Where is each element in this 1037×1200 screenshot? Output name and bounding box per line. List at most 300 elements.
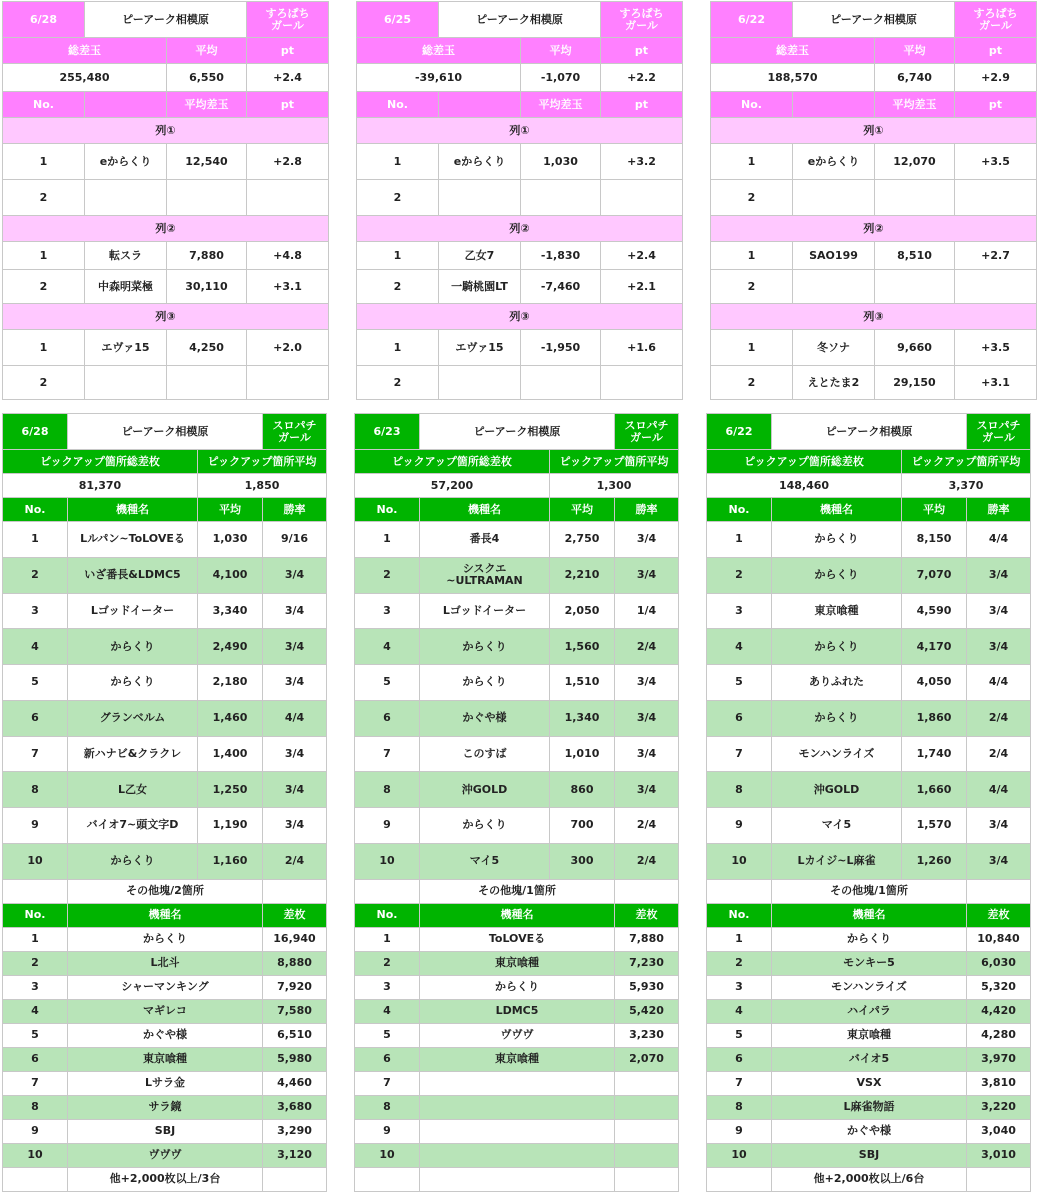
row-number: 8 [707, 1095, 772, 1119]
pt-value [247, 180, 329, 216]
total-header: 総差玉 [357, 38, 521, 64]
summary-header-row [3, 38, 329, 64]
group-label: 列① [711, 118, 1037, 144]
win-rate-value: 3/4 [967, 629, 1031, 665]
row-number: 1 [355, 522, 420, 558]
date-label: 6/22 [707, 414, 772, 450]
blank-cell [355, 1167, 420, 1191]
win-rate-value: 3/4 [615, 700, 679, 736]
table-row [707, 951, 1031, 975]
machine-name: モンハンライズ [772, 736, 902, 772]
row-number: 2 [707, 951, 772, 975]
badge-label: すろぱち ガール [247, 2, 329, 38]
blank-header [85, 92, 167, 118]
table-row [3, 270, 329, 304]
machine-name: eからくり [85, 144, 167, 180]
total-header: 総差玉 [3, 38, 167, 64]
pickup-header-row [355, 450, 679, 474]
win-rate-value: 3/4 [615, 557, 679, 593]
table-row [3, 242, 329, 270]
row-number: 2 [357, 270, 439, 304]
total-header: 総差玉 [711, 38, 875, 64]
row-number: 2 [3, 366, 85, 400]
pt-value: +3.2 [601, 144, 683, 180]
row-number: 8 [707, 772, 772, 808]
row-number: 6 [707, 700, 772, 736]
row-number: 1 [3, 522, 68, 558]
table-row [355, 665, 679, 701]
row-number: 5 [355, 1023, 420, 1047]
row-number: 7 [707, 1071, 772, 1095]
pickup-avg-value: 1,300 [550, 474, 679, 498]
blank-cell [615, 879, 679, 903]
machine-name: からくり [772, 700, 902, 736]
table-row [355, 557, 679, 593]
machine-name: からくり [772, 557, 902, 593]
avg-value: 1,010 [550, 736, 615, 772]
row-number: 3 [3, 975, 68, 999]
avg-diff-header: 平均差玉 [521, 92, 601, 118]
store-name: ピーアーク相模原 [439, 2, 601, 38]
pt-header: pt [247, 38, 329, 64]
row-number: 1 [711, 242, 793, 270]
date-label: 6/28 [3, 414, 68, 450]
table-row [707, 593, 1031, 629]
machine-name: 冬ソナ [793, 330, 875, 366]
avg-value: 1,510 [550, 665, 615, 701]
row-number: 6 [3, 1047, 68, 1071]
table-row [3, 1143, 327, 1167]
pt-value: +1.6 [601, 330, 683, 366]
machine-name: モンハンライズ [772, 975, 967, 999]
pt-value: +2.2 [601, 64, 683, 92]
pickup-avg-value: 3,370 [902, 474, 1031, 498]
pt-value: +3.5 [955, 330, 1037, 366]
table-row [355, 927, 679, 951]
pt-value: +2.1 [601, 270, 683, 304]
pt-value: +3.1 [247, 270, 329, 304]
win-rate-value: 2/4 [967, 700, 1031, 736]
group-label: 列③ [711, 304, 1037, 330]
diff-value: 3,010 [967, 1143, 1031, 1167]
date-label: 6/25 [357, 2, 439, 38]
avg-value: 8,150 [902, 522, 967, 558]
table-row [3, 330, 329, 366]
blank-cell [967, 879, 1031, 903]
avg-diff-value [875, 270, 955, 304]
machine-name: 転スラ [85, 242, 167, 270]
row-number: 1 [3, 927, 68, 951]
win-rate-header: 勝率 [263, 498, 327, 522]
blank-cell [355, 879, 420, 903]
no-header: No. [3, 903, 68, 927]
row-number: 9 [707, 1119, 772, 1143]
list-header-row [357, 92, 683, 118]
no-header: No. [711, 92, 793, 118]
row-number: 3 [3, 593, 68, 629]
avg-value: 1,160 [198, 843, 263, 879]
table-row [707, 772, 1031, 808]
diff-value: 3,230 [615, 1023, 679, 1047]
group-label: 列③ [3, 304, 329, 330]
diff-value: 10,840 [967, 927, 1031, 951]
table-row [707, 665, 1031, 701]
machine-name [420, 1071, 615, 1095]
row-number: 10 [355, 1143, 420, 1167]
machine-name: Lカイジ~L麻雀 [772, 843, 902, 879]
header-row [707, 414, 1031, 450]
no-header: No. [355, 903, 420, 927]
list-header-row [3, 498, 327, 522]
other-group-label: その他塊/1箇所 [420, 879, 615, 903]
row-number: 9 [355, 1119, 420, 1143]
avg-diff-value: 30,110 [167, 270, 247, 304]
other-row [707, 879, 1031, 903]
machine-name: eからくり [793, 144, 875, 180]
win-rate-value: 3/4 [263, 557, 327, 593]
diff-value: 3,290 [263, 1119, 327, 1143]
pt-value: +3.1 [955, 366, 1037, 400]
pt-value [955, 270, 1037, 304]
table-row [711, 242, 1037, 270]
machine-name: からくり [420, 975, 615, 999]
group-label: 列① [357, 118, 683, 144]
row-number: 1 [357, 330, 439, 366]
machine-name: かぐや様 [68, 1023, 263, 1047]
table-row [357, 366, 683, 400]
row-number: 2 [357, 180, 439, 216]
avg-diff-value: 4,250 [167, 330, 247, 366]
win-rate-value: 3/4 [967, 593, 1031, 629]
summary-row [711, 64, 1037, 92]
row-number: 10 [707, 1143, 772, 1167]
table-row [357, 242, 683, 270]
avg-value: 1,250 [198, 772, 263, 808]
table-row [355, 1047, 679, 1071]
table-row [707, 629, 1031, 665]
group-label-row [3, 216, 329, 242]
avg-value: 1,560 [550, 629, 615, 665]
row-number: 10 [3, 843, 68, 879]
group-label-row [357, 304, 683, 330]
row-number: 9 [3, 808, 68, 844]
blank-cell [967, 1167, 1031, 1191]
row-number: 2 [711, 270, 793, 304]
machine-name: ありふれた [772, 665, 902, 701]
table-row [355, 1143, 679, 1167]
win-rate-value: 3/4 [615, 665, 679, 701]
table-row [3, 772, 327, 808]
machine-name: からくり [420, 665, 550, 701]
pt-value [601, 180, 683, 216]
avg-header: 平均 [198, 498, 263, 522]
diff-value: 8,880 [263, 951, 327, 975]
win-rate-value: 4/4 [967, 772, 1031, 808]
date-label: 6/22 [711, 2, 793, 38]
machine-name: いざ番長&LDMC5 [68, 557, 198, 593]
row-number: 1 [3, 330, 85, 366]
avg-value: 1,260 [902, 843, 967, 879]
no-header: No. [3, 498, 68, 522]
machine-name: からくり [420, 629, 550, 665]
avg-value: 4,050 [902, 665, 967, 701]
machine-name: からくり [68, 629, 198, 665]
footer-row [355, 1167, 679, 1191]
machine-name: モンキー5 [772, 951, 967, 975]
avg-diff-value [167, 366, 247, 400]
pickup-header-row [707, 450, 1031, 474]
avg-value: 300 [550, 843, 615, 879]
table-row [707, 808, 1031, 844]
table-row [3, 1095, 327, 1119]
table-row [3, 975, 327, 999]
store-name: ピーアーク相模原 [772, 414, 967, 450]
table-row [707, 700, 1031, 736]
other-group-label: その他塊/2箇所 [68, 879, 263, 903]
win-rate-value: 3/4 [263, 665, 327, 701]
win-rate-value: 3/4 [615, 772, 679, 808]
group-label-row [711, 216, 1037, 242]
table-row [707, 1095, 1031, 1119]
row-number: 2 [711, 180, 793, 216]
diff-value: 7,230 [615, 951, 679, 975]
table-row [711, 180, 1037, 216]
row-number: 5 [707, 665, 772, 701]
avg-header: 平均 [167, 38, 247, 64]
summary-row [3, 64, 329, 92]
avg-header: 平均 [875, 38, 955, 64]
table-row [355, 1071, 679, 1095]
win-rate-value: 2/4 [615, 843, 679, 879]
table-row [3, 999, 327, 1023]
win-rate-value: 3/4 [615, 522, 679, 558]
table-row [3, 808, 327, 844]
row-number: 2 [355, 557, 420, 593]
win-rate-value: 3/4 [967, 557, 1031, 593]
win-rate-value: 3/4 [263, 772, 327, 808]
pachinko-table-6-25 [356, 1, 683, 400]
row-number: 4 [707, 629, 772, 665]
row-number: 7 [3, 736, 68, 772]
diff-value: 4,420 [967, 999, 1031, 1023]
row-number: 1 [3, 144, 85, 180]
diff-value: 3,220 [967, 1095, 1031, 1119]
avg-diff-header: 平均差玉 [875, 92, 955, 118]
diff-value: 16,940 [263, 927, 327, 951]
machine-name: Lゴッドイーター [68, 593, 198, 629]
win-rate-header: 勝率 [967, 498, 1031, 522]
win-rate-value: 2/4 [967, 736, 1031, 772]
machine-name: このすば [420, 736, 550, 772]
avg-value: 1,400 [198, 736, 263, 772]
avg-value: 6,740 [875, 64, 955, 92]
machine-name [85, 366, 167, 400]
machine-name: 番長4 [420, 522, 550, 558]
pickup-avg-header: ピックアップ箇所平均 [902, 450, 1031, 474]
footer-row [707, 1167, 1031, 1191]
store-name: ピーアーク相模原 [85, 2, 247, 38]
machine-name: ハイパラ [772, 999, 967, 1023]
win-rate-value: 3/4 [263, 629, 327, 665]
other-group-label: その他塊/1箇所 [772, 879, 967, 903]
diff-value: 5,980 [263, 1047, 327, 1071]
blank-header [793, 92, 875, 118]
avg-value: 1,460 [198, 700, 263, 736]
machine-name: マギレコ [68, 999, 263, 1023]
machine-name [420, 1119, 615, 1143]
avg-diff-value: 8,510 [875, 242, 955, 270]
machine-name: エヴァ15 [439, 330, 521, 366]
machine-name-header: 機種名 [772, 498, 902, 522]
pt-header: pt [601, 38, 683, 64]
win-rate-header: 勝率 [615, 498, 679, 522]
machine-name: 東京喰種 [772, 1023, 967, 1047]
win-rate-value: 4/4 [967, 522, 1031, 558]
avg-value: 1,660 [902, 772, 967, 808]
row-number: 6 [707, 1047, 772, 1071]
machine-name: 乙女7 [439, 242, 521, 270]
avg-diff-value: 12,070 [875, 144, 955, 180]
machine-name: バイオ5 [772, 1047, 967, 1071]
diff-value: 4,460 [263, 1071, 327, 1095]
machine-name: 沖GOLD [420, 772, 550, 808]
avg-value: 700 [550, 808, 615, 844]
win-rate-value: 2/4 [615, 629, 679, 665]
diff-value [615, 1143, 679, 1167]
machine-name: 沖GOLD [772, 772, 902, 808]
footer-note [420, 1167, 615, 1191]
blank-cell [615, 1167, 679, 1191]
table-row [3, 736, 327, 772]
store-name: ピーアーク相模原 [793, 2, 955, 38]
total-value: 188,570 [711, 64, 875, 92]
badge-label: スロパチ ガール [615, 414, 679, 450]
avg-diff-value: 12,540 [167, 144, 247, 180]
avg-value: 3,340 [198, 593, 263, 629]
diff-value: 5,930 [615, 975, 679, 999]
avg-value: 6,550 [167, 64, 247, 92]
table-row [355, 999, 679, 1023]
row-number: 5 [355, 665, 420, 701]
table-row [355, 975, 679, 999]
row-number: 1 [355, 927, 420, 951]
row-number: 1 [357, 144, 439, 180]
table-row [707, 522, 1031, 558]
pt-value [601, 366, 683, 400]
blank-header [439, 92, 521, 118]
table-row [711, 366, 1037, 400]
pt-value: +2.4 [601, 242, 683, 270]
row-number: 8 [3, 1095, 68, 1119]
machine-name: LDMC5 [420, 999, 615, 1023]
table-row [355, 808, 679, 844]
other-row [3, 879, 327, 903]
table-row [711, 330, 1037, 366]
pickup-summary-row [355, 474, 679, 498]
table-row [355, 593, 679, 629]
win-rate-value: 2/4 [615, 808, 679, 844]
machine-name: かぐや様 [420, 700, 550, 736]
pickup-avg-value: 1,850 [198, 474, 327, 498]
machine-name: バイオ7~頭文字D [68, 808, 198, 844]
table-row [3, 366, 329, 400]
machine-name: Lサラ金 [68, 1071, 263, 1095]
machine-name: 東京喰種 [68, 1047, 263, 1071]
win-rate-value: 3/4 [263, 736, 327, 772]
summary-row [357, 64, 683, 92]
table-row [355, 1095, 679, 1119]
table-row [355, 700, 679, 736]
diff-value: 6,510 [263, 1023, 327, 1047]
badge-label: すろぱち ガール [955, 2, 1037, 38]
win-rate-value: 3/4 [615, 736, 679, 772]
row-number: 8 [355, 1095, 420, 1119]
row-number: 2 [3, 557, 68, 593]
avg-value: 1,340 [550, 700, 615, 736]
machine-name: シスクエ ~ULTRAMAN [420, 557, 550, 593]
row-number: 7 [707, 736, 772, 772]
total-value: -39,610 [357, 64, 521, 92]
machine-name: からくり [68, 843, 198, 879]
machine-name [85, 180, 167, 216]
row-number: 2 [707, 557, 772, 593]
table-row [707, 843, 1031, 879]
group-label-row [711, 304, 1037, 330]
machine-name: VSX [772, 1071, 967, 1095]
machine-name-header: 機種名 [68, 498, 198, 522]
machine-name-header: 機種名 [68, 903, 263, 927]
machine-name: からくり [68, 927, 263, 951]
table-row [3, 629, 327, 665]
machine-name [420, 1143, 615, 1167]
machine-name: 東京喰種 [772, 593, 902, 629]
machine-name-header: 機種名 [772, 903, 967, 927]
footer-note: 他+2,000枚以上/3台 [68, 1167, 263, 1191]
machine-name: マイ5 [772, 808, 902, 844]
pt-value [247, 366, 329, 400]
pickup-total-header: ピックアップ箇所総差枚 [707, 450, 902, 474]
avg-value: 4,590 [902, 593, 967, 629]
header-row [711, 2, 1037, 38]
table-row [357, 270, 683, 304]
no-header: No. [357, 92, 439, 118]
ranking-header-row [355, 903, 679, 927]
win-rate-value: 3/4 [967, 808, 1031, 844]
row-number: 3 [707, 593, 772, 629]
no-header: No. [355, 498, 420, 522]
avg-value: 1,190 [198, 808, 263, 844]
footer-note: 他+2,000枚以上/6台 [772, 1167, 967, 1191]
machine-name: SBJ [772, 1143, 967, 1167]
machine-name: 東京喰種 [420, 951, 615, 975]
table-row [3, 665, 327, 701]
machine-name: 新ハナビ&クラクレ [68, 736, 198, 772]
machine-name: からくり [68, 665, 198, 701]
row-number: 6 [3, 700, 68, 736]
group-label: 列① [3, 118, 329, 144]
table-row [355, 843, 679, 879]
win-rate-value: 3/4 [263, 593, 327, 629]
avg-value: 2,490 [198, 629, 263, 665]
no-header: No. [707, 903, 772, 927]
badge-label: スロパチ ガール [967, 414, 1031, 450]
table-row [3, 557, 327, 593]
table-row [355, 736, 679, 772]
machine-name [793, 270, 875, 304]
avg-header: 平均 [550, 498, 615, 522]
avg-diff-value: -1,950 [521, 330, 601, 366]
avg-header: 平均 [902, 498, 967, 522]
